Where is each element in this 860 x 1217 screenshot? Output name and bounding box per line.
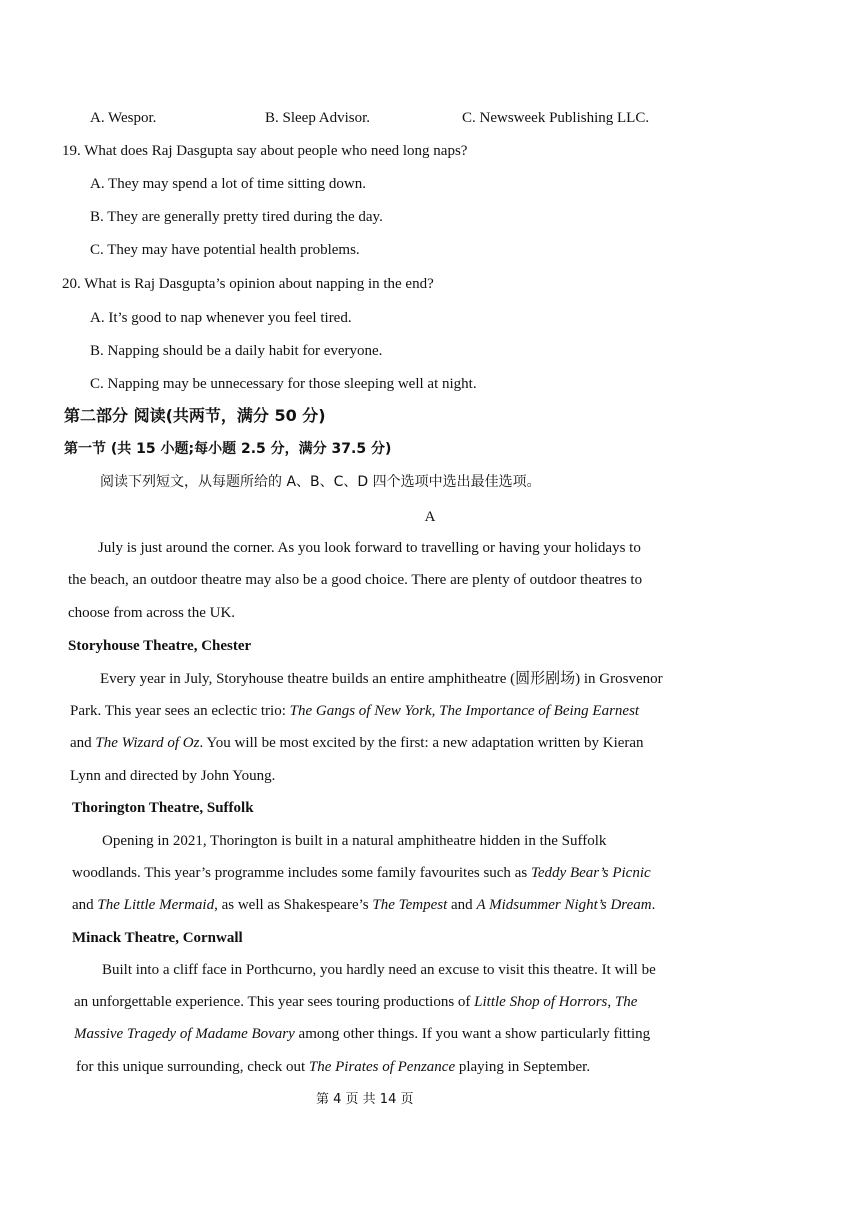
- q19-option-c: C. They may have potential health problems.: [90, 242, 360, 258]
- thorington-line-3-text-a: and: [72, 897, 98, 913]
- q20-option-b: B. Napping should be a daily habit for everyone.: [90, 343, 383, 359]
- minack-line-4-text-b: playing in September.: [455, 1059, 591, 1075]
- intro-line-2: the beach, an outdoor theatre may also be a good choice. There are plenty of outdoor theatres to: [68, 572, 643, 588]
- q20-option-c: C. Napping may be unnecessary for those sleeping well at night.: [90, 376, 477, 392]
- storyhouse-line-3: [70, 733, 644, 753]
- thorington-line-3-text-d: .: [651, 897, 656, 913]
- q18-option-c: C. Newsweek Publishing LLC.: [462, 110, 650, 126]
- minack-title-pirates: The Pirates of Penzance: [308, 1059, 456, 1075]
- thorington-heading: Thorington Theatre, Suffolk: [72, 800, 254, 816]
- q18-option-b: B. Sleep Advisor.: [265, 110, 371, 126]
- thorington-title-midsummer: A Midsummer Night’s Dream: [476, 897, 652, 913]
- minack-title-little-shop: Little Shop of Horrors, The: [474, 994, 638, 1010]
- section1-title: 第一节 (共 15 小题;每小题 2.5 分，满分 37.5 分): [64, 441, 392, 457]
- minack-line-3-text: among other things. If you want a show particularly fitting: [294, 1026, 651, 1042]
- thorington-title-mermaid: The Little Mermaid: [97, 897, 215, 913]
- intro-line-1: July is just around the corner. As you look forward to travelling or having your holidays to: [98, 540, 641, 556]
- q19-option-b: B. They are generally pretty tired during the day.: [90, 209, 383, 225]
- minack-line-4-text-a: for this unique surrounding, check out: [76, 1059, 309, 1075]
- page-footer: 第 4 页 共 14 页: [316, 1092, 414, 1107]
- q18-option-a: A. Wespor.: [90, 110, 157, 126]
- passage-label: A: [424, 509, 436, 525]
- storyhouse-title-wizard: The Wizard of Oz: [95, 735, 200, 751]
- storyhouse-heading: Storyhouse Theatre, Chester: [68, 638, 252, 654]
- storyhouse-line-4: Lynn and directed by John Young.: [70, 768, 276, 784]
- minack-line-2: [74, 992, 637, 1012]
- q19-option-a: A. They may spend a lot of time sitting down.: [90, 176, 366, 192]
- instruction: 阅读下列短文，从每题所给的 A、B、C、D 四个选项中选出最佳选项。: [100, 474, 541, 490]
- minack-heading: Minack Theatre, Cornwall: [72, 930, 243, 946]
- thorington-line-2: [72, 863, 651, 883]
- minack-line-3: [74, 1024, 650, 1044]
- q19-stem: 19. What does Raj Dasgupta say about people who need long naps?: [62, 143, 468, 159]
- q20-option-a: A. It’s good to nap whenever you feel tired.: [90, 310, 352, 326]
- thorington-line-3: [72, 895, 655, 915]
- storyhouse-line-2-text: Park. This year sees an eclectic trio:: [70, 703, 290, 719]
- thorington-line-1: Opening in 2021, Thorington is built in a natural amphitheatre hidden in the Suffolk: [102, 833, 607, 849]
- minack-line-2-text: an unforgettable experience. This year sees touring productions of: [74, 994, 475, 1010]
- minack-line-4: [76, 1057, 590, 1077]
- intro-line-3: choose from across the UK.: [68, 605, 236, 621]
- minack-title-bovary: Massive Tragedy of Madame Bovary: [74, 1026, 295, 1042]
- storyhouse-line-3-text-b: . You will be most excited by the first: a new adaptation written by Kieran: [199, 735, 644, 751]
- storyhouse-line-3-text-a: and: [70, 735, 96, 751]
- storyhouse-titles-1: The Gangs of New York, The Importance of Being Earnest: [289, 703, 640, 719]
- thorington-line-3-text-b: , as well as Shakespeare’s: [214, 897, 373, 913]
- thorington-line-3-text-c: and: [447, 897, 477, 913]
- minack-line-1: Built into a cliff face in Porthcurno, you hardly need an excuse to visit this theatre. It will be: [102, 962, 656, 978]
- part2-title: 第二部分 阅读(共两节，满分 50 分): [64, 406, 326, 425]
- storyhouse-line-1: Every year in July, Storyhouse theatre builds an entire amphitheatre (圆形剧场) in Grosvenor: [100, 671, 663, 687]
- q20-stem: 20. What is Raj Dasgupta’s opinion about napping in the end?: [62, 276, 434, 292]
- storyhouse-line-2: [70, 701, 639, 721]
- thorington-title-teddy: Teddy Bear’s Picnic: [530, 865, 651, 881]
- thorington-line-2-text: woodlands. This year’s programme includes some family favourites such as: [72, 865, 531, 881]
- thorington-title-tempest: The Tempest: [372, 897, 448, 913]
